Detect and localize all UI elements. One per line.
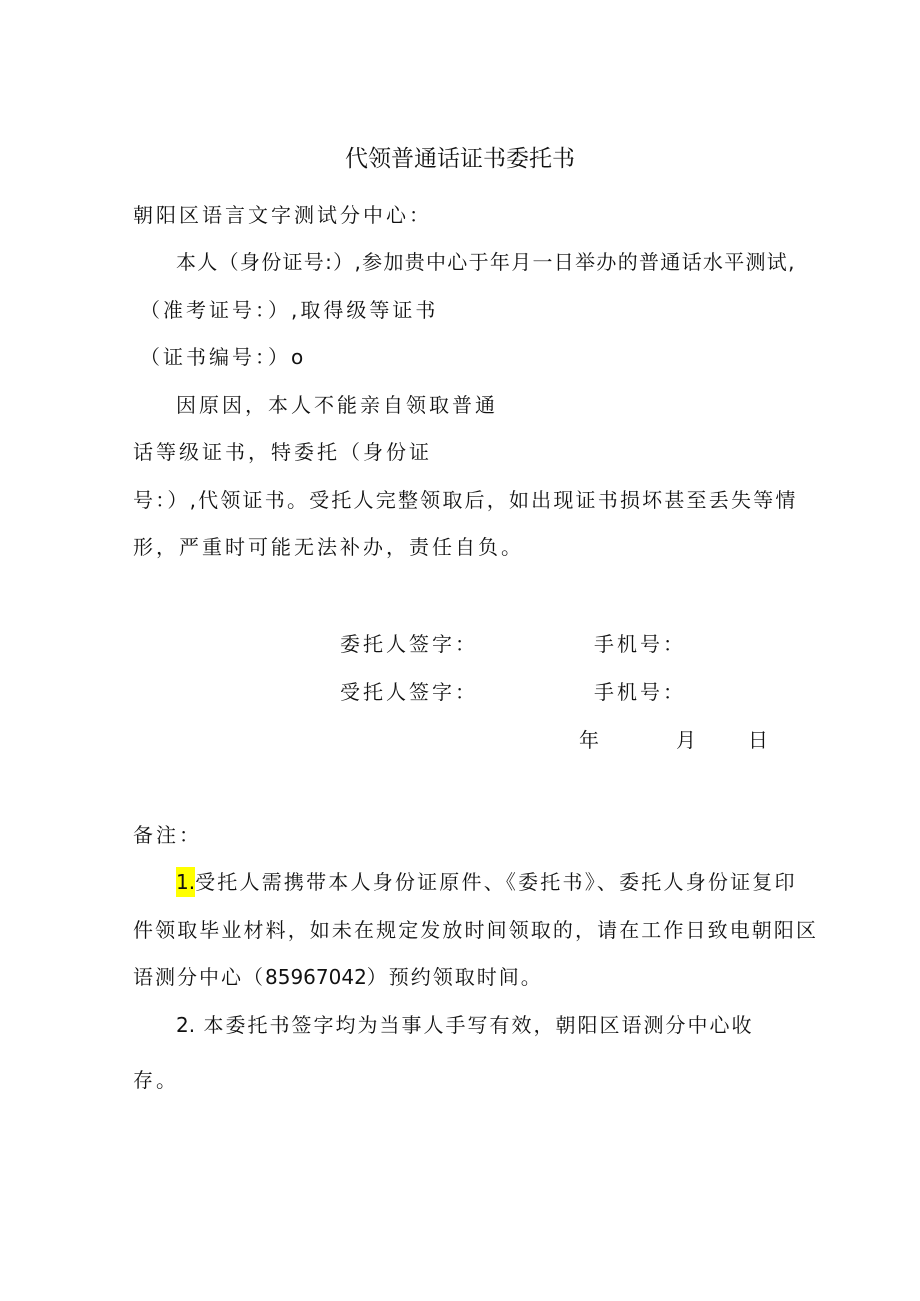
body-line-7: 形，严重时可能无法补办，责任自负。 bbox=[133, 535, 524, 559]
date-month: 月 bbox=[676, 728, 699, 752]
date-year: 年 bbox=[579, 728, 602, 752]
principal-phone-label: 手机号： bbox=[594, 632, 686, 656]
note-item-2-number: 2. bbox=[176, 1013, 196, 1037]
note-item-1-text: 受托人需携带本人身份证原件、《委托书》、委托人身份证复印 bbox=[195, 870, 797, 894]
principal-signature-label: 委托人签字： bbox=[340, 632, 478, 656]
body-line-3: （证书编号：）o bbox=[140, 345, 307, 369]
note-item-1-line-1 bbox=[176, 868, 797, 896]
addressee: 朝阳区语言文字测试分中心： bbox=[133, 203, 432, 227]
date-day: 日 bbox=[748, 728, 771, 752]
note-item-1-number: 1. bbox=[176, 867, 195, 897]
note-item-1-phone: 85967042 bbox=[265, 965, 367, 989]
agent-signature-label: 受托人签字： bbox=[340, 680, 478, 704]
body-line-1: 本人（身份证号:）,参加贵中心于年月一日举办的普通话水平测试, bbox=[176, 250, 796, 274]
note-item-1-line-3-post: ）预约领取时间。 bbox=[366, 965, 543, 989]
note-item-1-line-3 bbox=[133, 963, 543, 991]
note-item-2-line-2: 存。 bbox=[133, 1068, 179, 1092]
note-item-1-line-2: 件领取毕业材料，如未在规定发放时间领取的，请在工作日致电朝阳区 bbox=[133, 918, 819, 942]
notes-label: 备注： bbox=[133, 823, 202, 847]
body-line-2: （准考证号：）,取得级等证书 bbox=[140, 298, 439, 322]
body-line-5: 话等级证书，特委托（身份证 bbox=[133, 440, 432, 464]
note-item-1-line-3-pre: 语测分中心（ bbox=[133, 965, 265, 989]
body-line-6: 号：）,代领证书。受托人完整领取后，如出现证书损坏甚至丢失等情 bbox=[133, 488, 798, 512]
note-item-2-text: 本委托书签字均为当事人手写有效，朝阳区语测分中心收 bbox=[203, 1013, 754, 1037]
body-line-4: 因原因，本人不能亲自领取普通 bbox=[176, 393, 498, 417]
agent-phone-label: 手机号： bbox=[594, 680, 686, 704]
document-title: 代领普通话证书委托书 bbox=[345, 146, 575, 172]
note-item-2-line-1 bbox=[176, 1011, 753, 1039]
